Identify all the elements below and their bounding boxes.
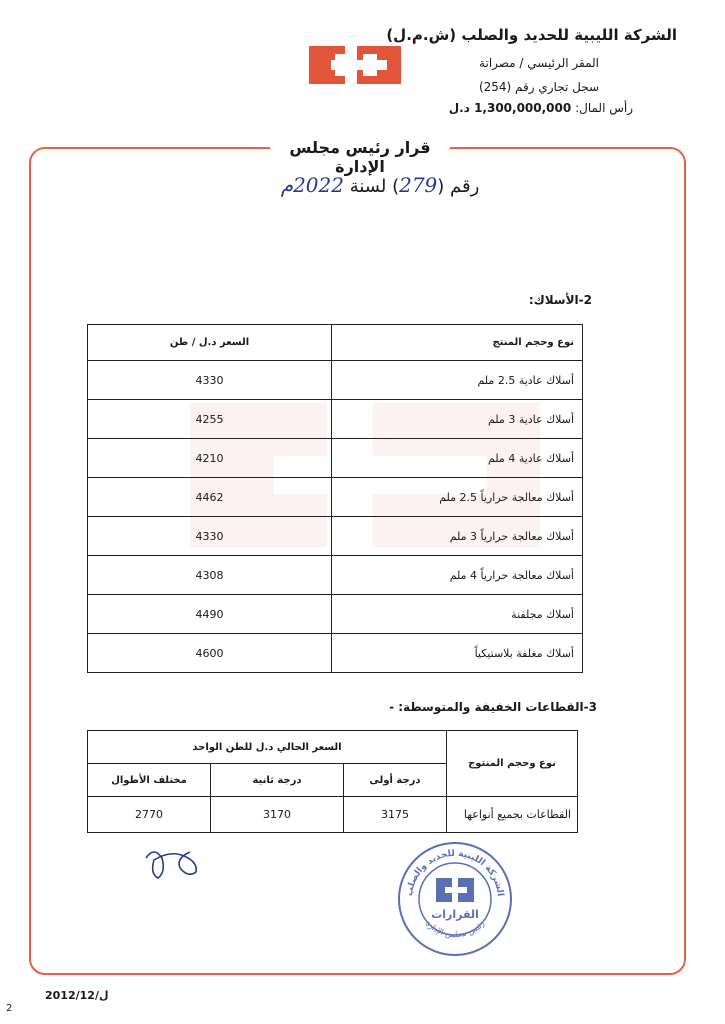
price-cell: 4462 <box>88 478 332 517</box>
grade1-price-cell: 3175 <box>344 797 447 833</box>
wires-price-table <box>87 324 583 673</box>
decision-title: قرار رئيس مجلس الإدارة <box>270 138 450 176</box>
column-header-price-group: السعر الحالي د.ل للطن الواحد <box>88 731 447 764</box>
table-row <box>88 400 583 439</box>
capital <box>449 101 633 115</box>
grade2-price-cell: 3170 <box>211 797 344 833</box>
table-row <box>88 595 583 634</box>
price-cell: 4210 <box>88 439 332 478</box>
product-cell: القطاعات بجميع أنواعها <box>447 797 578 833</box>
stamp-inner-text: القرارات <box>431 908 479 921</box>
price-cell: 4330 <box>88 361 332 400</box>
decision-year-prefix: ) لسنة <box>349 176 400 197</box>
table-row <box>88 556 583 595</box>
column-header-grade2: درجة ثانية <box>211 764 344 797</box>
mixed-lengths-price-cell: 2770 <box>88 797 211 833</box>
table-row <box>88 797 578 833</box>
signature-icon <box>140 838 210 893</box>
table-row <box>88 634 583 673</box>
capital-value: 1,300,000,000 د.ل <box>448 101 572 115</box>
product-cell: أسلاك عادية 3 ملم <box>332 400 583 439</box>
price-cell: 4490 <box>88 595 332 634</box>
product-cell: أسلاك عادية 4 ملم <box>332 439 583 478</box>
capital-label: رأس المال: <box>575 101 633 115</box>
decision-number-value: 279 <box>399 173 438 197</box>
product-cell: أسلاك معالجة حرارياً 4 ملم <box>332 556 583 595</box>
table-row <box>88 478 583 517</box>
decision-year: 2022 <box>293 173 344 197</box>
product-cell: أسلاك عادية 2.5 ملم <box>332 361 583 400</box>
column-header-product: نوع وحجم المنتج <box>332 325 583 361</box>
column-header-product: نوع وحجم المنتوج <box>447 731 578 797</box>
section-sections-heading: 3-القطاعات الخفيفة والمتوسطة: - <box>389 700 597 714</box>
product-cell: أسلاك معالجة حرارياً 2.5 ملم <box>332 478 583 517</box>
price-cell: 4330 <box>88 517 332 556</box>
stamp-bottom-text: رئيس مجلس الإدارة <box>423 918 487 940</box>
price-cell: 4600 <box>88 634 332 673</box>
column-header-mixed-lengths: مختلف الأطوال <box>88 764 211 797</box>
svg-text:رئيس مجلس الإدارة <box>424 919 486 940</box>
sections-price-table <box>87 730 578 833</box>
decision-year-suffix: م <box>280 173 294 197</box>
company-logo-icon <box>305 40 405 90</box>
decision-number <box>250 173 510 197</box>
column-header-price: السعر د.ل / طن <box>88 325 332 361</box>
price-cell: 4308 <box>88 556 332 595</box>
official-stamp-icon <box>396 840 514 958</box>
product-cell: أسلاك مجلفنة <box>332 595 583 634</box>
product-cell: أسلاك معالجة حرارياً 3 ملم <box>332 517 583 556</box>
table-row <box>88 439 583 478</box>
product-cell: أسلاك مغلفة بلاستيكياً <box>332 634 583 673</box>
section-wires-heading: 2-الأسلاك: <box>528 293 592 307</box>
page-number: 2 <box>6 1003 13 1014</box>
column-header-grade1: درجة أولى <box>344 764 447 797</box>
company-name: الشركة الليبية للحديد والصلب (ش.م.ل) <box>386 26 677 44</box>
price-cell: 4255 <box>88 400 332 439</box>
headquarters: المقر الرئيسي / مصراتة <box>479 56 599 70</box>
commercial-registry: سجل تجاري رقم (254) <box>478 80 599 94</box>
table-row <box>88 361 583 400</box>
table-row <box>88 517 583 556</box>
decision-number-prefix: رقم ( <box>437 176 480 197</box>
stamp-outer-text: الشركة الليبية للحديد والصلب <box>404 848 505 897</box>
footer-date: 2012/12/ل <box>45 989 109 1002</box>
